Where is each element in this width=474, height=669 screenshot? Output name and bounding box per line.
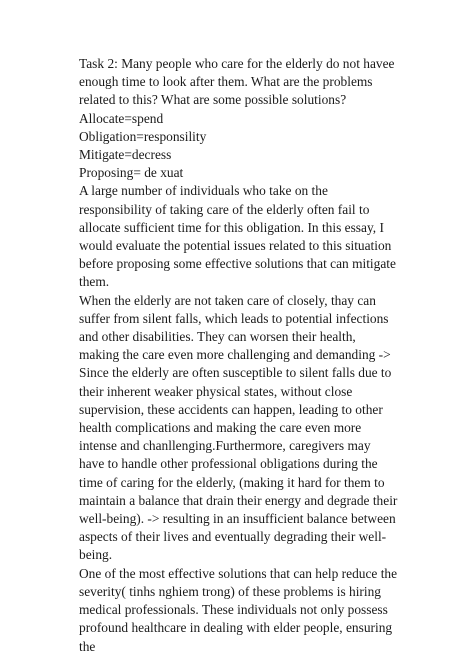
paragraph-solutions: One of the most effective solutions that can help reduce the severity( tinhs nghiem trong) of these problems is hiring medical professionals. These individuals not only possess profound healthcare in dealing with elder people, ensuring the: [79, 565, 398, 654]
task-prompt: Task 2: Many people who care for the elderly do not havee enough time to look after them. What are the problems related to this? What are some possible solutions?: [79, 56, 395, 108]
paragraph-problems: Since the elderly are often susceptible to silent falls due to their inherent weaker physical states, without close supervision, these accidents can happen, leading to other health complications and making the care even more intense and chanllenging.Furthermore, caregivers may have to handle other professional obligations during the time of caring for the elderly, (making it hard for them to maintain a balance that drain their energy and degrade their well-being). -> resulting in an insufficient balance between aspects of their lives and eventually degrading their well-being.: [79, 365, 398, 563]
vocab-item-proposing: Proposing= de xuat: [79, 165, 184, 181]
paragraph-introduction: A large number of individuals who take on the responsibility of taking care of the elderly often fail to allocate sufficient time for this obligation. In this essay, I would evaluate the potential issues related to this situation before proposing some effective solutions that can mitigate them.: [79, 183, 396, 290]
paragraph-problem-draft: When the elderly are not taken care of closely, thay can suffer from silent falls, which leads to potential infections and other disabilities. They can worsen their health, making the care even more challenging and demanding ->: [79, 292, 391, 363]
vocab-item-obligation: Obligation=responsility: [79, 128, 207, 144]
document-body: [79, 55, 399, 656]
vocab-item-allocate: Allocate=spend: [79, 110, 164, 126]
vocab-item-mitigate: Mitigate=decress: [79, 147, 172, 163]
